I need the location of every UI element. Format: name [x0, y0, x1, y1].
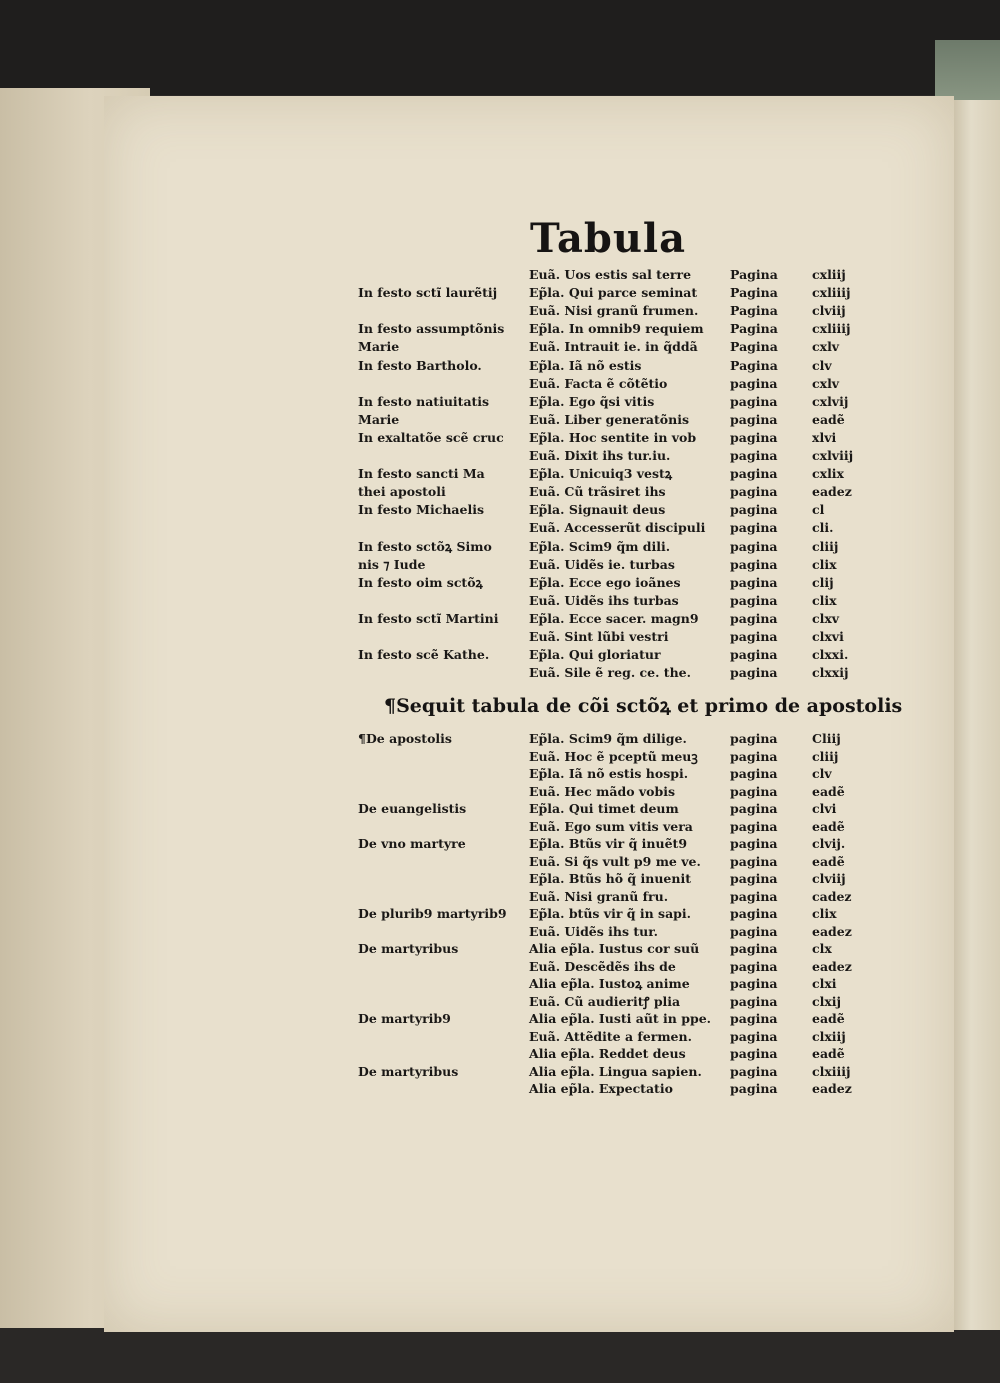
page-number: eadẽ — [812, 1011, 845, 1026]
page-label: pagina — [730, 647, 778, 663]
feast-name: In exaltatõe scẽ cruc — [358, 429, 504, 445]
feast-name: De martyribus — [358, 1063, 459, 1079]
reading-incipit: Ep̃la. Scim9 q̃m dilige. — [529, 731, 687, 746]
section-heading: ¶Sequit tabula de cõi sctõꝝ et primo de apostolis — [384, 695, 903, 717]
page-label: pagina — [730, 592, 778, 608]
page-number: eadez — [812, 923, 852, 939]
reading-incipit: Euã. Uidẽs ie. turbas — [529, 556, 675, 572]
page-number: clxiij — [812, 1028, 846, 1044]
page-number: eadez — [812, 1081, 852, 1096]
feast-name: In festo assumptõnis — [358, 321, 505, 337]
background-top — [0, 0, 1000, 95]
table-row — [0, 1045, 1000, 1063]
reading-incipit: Euã. Sint lũbi vestri — [529, 629, 669, 644]
page-number: clv — [812, 357, 832, 373]
reading-incipit: Alia ep̃la. Reddet deus — [529, 1046, 686, 1061]
table-row — [0, 783, 1000, 801]
page-number: cxlix — [812, 466, 845, 482]
page-label: pagina — [730, 836, 778, 851]
page-label: Pagina — [730, 339, 778, 355]
table-row — [0, 870, 1000, 888]
table-row — [0, 1063, 1000, 1081]
reading-incipit: Euã. Uos estis sal terre — [529, 267, 692, 282]
reading-incipit: Alia ep̃la. Iustoꝝ anime — [529, 976, 690, 991]
table-row — [0, 730, 1000, 748]
page-number: clviij — [812, 303, 846, 319]
page-label: pagina — [730, 1028, 778, 1044]
table-row — [0, 835, 1000, 853]
table-row — [0, 519, 1000, 537]
table-row — [0, 375, 1000, 393]
page-label: pagina — [730, 665, 778, 681]
reading-incipit: Ep̃la. Ecce ego ioãnes — [529, 574, 681, 590]
table-row — [0, 483, 1000, 501]
page-number: cliij — [812, 538, 839, 554]
page-number: clx — [812, 941, 832, 956]
page-label: pagina — [730, 1081, 778, 1096]
feast-name: In festo sancti Ma — [358, 466, 485, 482]
page-number: clix — [812, 556, 837, 572]
table-row — [0, 888, 1000, 906]
reading-incipit: Euã. Sile ẽ reg. ce. the. — [529, 665, 691, 681]
page-label: pagina — [730, 556, 778, 572]
table-row — [0, 958, 1000, 976]
feast-name: In festo scẽ Kathe. — [358, 647, 490, 663]
feast-name: De euangelistis — [358, 801, 467, 816]
page-label: pagina — [730, 484, 778, 500]
page-number: cxlviij — [812, 448, 854, 463]
reading-incipit: Alia ep̃la. Expectatio — [529, 1081, 673, 1096]
page-label: pagina — [730, 429, 778, 445]
reading-incipit: Euã. Nisi granũ fru. — [529, 888, 669, 904]
table-row — [0, 993, 1000, 1011]
page-number: cxlvij — [812, 393, 849, 409]
page-label: pagina — [730, 375, 778, 391]
page-label: pagina — [730, 853, 778, 869]
feast-name: In festo sctĩ laurẽtij — [358, 285, 498, 301]
page-label: pagina — [730, 393, 778, 409]
feast-name: De martyribus — [358, 941, 459, 956]
reading-incipit: Ep̃la. Ego q̃si vitis — [529, 393, 655, 409]
page-label: pagina — [730, 888, 778, 904]
page-number: Cliij — [812, 731, 841, 746]
page-number: eadẽ — [812, 818, 845, 834]
page-number: eadez — [812, 484, 852, 500]
reading-incipit: Ep̃la. Iã nõ estis — [529, 357, 642, 373]
reading-incipit: Euã. Accesserũt discipuli — [529, 520, 706, 536]
table-row — [0, 664, 1000, 682]
table-row — [0, 411, 1000, 429]
page-label: pagina — [730, 520, 778, 536]
feast-name: De plurib9 martyrib9 — [358, 906, 507, 921]
page-label: pagina — [730, 958, 778, 974]
page-label: pagina — [730, 766, 778, 781]
feast-name: In festo Bartholo. — [358, 357, 482, 373]
table-row — [0, 501, 1000, 519]
reading-incipit: Euã. Si q̃s vult p9 me ve. — [529, 853, 701, 869]
page-number: clvi — [812, 801, 837, 816]
table-row — [0, 628, 1000, 646]
reading-incipit: Alia ep̃la. Iusti aũt in ppe. — [529, 1011, 712, 1026]
page-label: Pagina — [730, 303, 778, 319]
page-number: clvij. — [812, 836, 846, 851]
reading-incipit: Euã. Intrauit ie. in q̃ddã — [529, 339, 698, 355]
feast-name: In festo sctĩ Martini — [358, 610, 499, 626]
table-row — [0, 357, 1000, 375]
page-label: pagina — [730, 466, 778, 482]
table-row — [0, 1028, 1000, 1046]
page-number: cxliiij — [812, 285, 851, 301]
reading-incipit: Euã. Facta ẽ cõtẽtio — [529, 375, 668, 391]
page-number: cxlv — [812, 339, 840, 355]
page-number: xlvi — [812, 429, 837, 445]
reading-incipit: Euã. Hoc ẽ pceptũ meuꝫ — [529, 748, 698, 764]
page-number: clxxij — [812, 665, 849, 681]
page-number: clxxi. — [812, 647, 849, 663]
feast-name: ¶De apostolis — [358, 731, 452, 746]
reading-incipit: Ep̃la. Scim9 q̃m dili. — [529, 538, 671, 554]
page-label: pagina — [730, 1011, 778, 1026]
page-label: pagina — [730, 748, 778, 764]
reading-incipit: Euã. Nisi granũ frumen. — [529, 303, 699, 319]
table-row — [0, 1010, 1000, 1028]
page-label: pagina — [730, 610, 778, 626]
page-label: pagina — [730, 448, 778, 463]
reading-incipit: Euã. Ego sum vitis vera — [529, 818, 693, 834]
reading-incipit: Ep̃la. Unicuiq3 vestꝝ — [529, 466, 673, 482]
reading-incipit: Ep̃la. Signauit deus — [529, 502, 666, 518]
page-number: clxij — [812, 993, 842, 1009]
page-number: cadez — [812, 888, 852, 904]
page-number: clxvi — [812, 629, 844, 644]
table-row — [0, 800, 1000, 818]
reading-incipit: Alia ep̃la. Iustus cor suũ — [529, 941, 700, 956]
page-number: cxliij — [812, 267, 846, 282]
feast-name: Marie — [358, 339, 400, 355]
reading-incipit: Ep̃la. Btũs hõ q̃ inuenit — [529, 871, 691, 886]
page-number: clix — [812, 592, 837, 608]
page-number: clviij — [812, 871, 846, 886]
reading-incipit: Ep̃la. Qui parce seminat — [529, 285, 698, 301]
page-number: eadẽ — [812, 1046, 845, 1061]
reading-incipit: Euã. Cũ audieritꝭ plia — [529, 993, 681, 1009]
table-row — [0, 465, 1000, 483]
reading-incipit: Euã. Descẽdẽs ihs de — [529, 958, 676, 974]
page-label: pagina — [730, 502, 778, 518]
page-number: eadez — [812, 958, 852, 974]
table-row — [0, 940, 1000, 958]
feast-name: De vno martyre — [358, 836, 466, 851]
reading-incipit: Euã. Dixit ihs tur.iu. — [529, 448, 671, 463]
feast-name: In festo oim sctõꝝ — [358, 574, 483, 590]
reading-incipit: Ep̃la. Hoc sentite in vob — [529, 429, 697, 445]
feast-name: In festo Michaelis — [358, 502, 484, 518]
table-row — [0, 1080, 1000, 1098]
page-number: eadẽ — [812, 853, 845, 869]
reading-incipit: Ep̃la. Qui gloriatur — [529, 647, 661, 663]
page-label: pagina — [730, 538, 778, 554]
page-label: Pagina — [730, 357, 778, 373]
table-row — [0, 266, 1000, 284]
page-number: clv — [812, 766, 832, 781]
page-number: cliij — [812, 748, 839, 764]
table-row — [0, 748, 1000, 766]
reading-incipit: Euã. Cũ trãsiret ihs — [529, 484, 666, 500]
reading-incipit: Ep̃la. In omnib9 requiem — [529, 321, 704, 337]
table-row — [0, 556, 1000, 574]
page-label: pagina — [730, 574, 778, 590]
reading-incipit: Euã. Liber generatõnis — [529, 411, 689, 427]
page-number: clxv — [812, 610, 840, 626]
page-label: pagina — [730, 1063, 778, 1079]
feast-name: Marie — [358, 411, 400, 427]
table-row — [0, 905, 1000, 923]
table-row — [0, 284, 1000, 302]
page-number: cli. — [812, 520, 834, 536]
table-row — [0, 923, 1000, 941]
table-row — [0, 818, 1000, 836]
reading-incipit: Alia ep̃la. Lingua sapien. — [529, 1063, 702, 1079]
page-number: cl — [812, 502, 825, 518]
page-number: clxi — [812, 976, 837, 991]
reading-incipit: Euã. Uidẽs ihs turbas — [529, 592, 679, 608]
feast-name: thei apostoli — [358, 484, 446, 500]
page-number: cxliiij — [812, 321, 851, 337]
page-label: pagina — [730, 801, 778, 816]
page-label: pagina — [730, 941, 778, 956]
reading-incipit: Euã. Attẽdite a fermen. — [529, 1028, 692, 1044]
page-label: pagina — [730, 629, 778, 644]
reading-incipit: Ep̃la. Iã nõ estis hospi. — [529, 766, 689, 781]
table-row — [0, 610, 1000, 628]
page-label: Pagina — [730, 321, 778, 337]
reading-incipit: Ep̃la. btũs vir q̃ in sapi. — [529, 906, 692, 921]
reading-incipit: Ep̃la. Btũs vir q̃ inuẽt9 — [529, 836, 688, 851]
page-number: clij — [812, 574, 834, 590]
page-number: clxiiij — [812, 1063, 851, 1079]
page-title: Tabula — [530, 215, 687, 262]
page-label: pagina — [730, 923, 778, 939]
table-row — [0, 853, 1000, 871]
feast-name: In festo natiuitatis — [358, 393, 490, 409]
table-row — [0, 302, 1000, 320]
page-label: Pagina — [730, 267, 778, 282]
page-label: pagina — [730, 411, 778, 427]
page-label: pagina — [730, 783, 778, 799]
table-row — [0, 320, 1000, 338]
reading-incipit: Ep̃la. Qui timet deum — [529, 801, 679, 816]
page-label: pagina — [730, 731, 778, 746]
feast-name: In festo sctõꝝ Simo — [358, 538, 492, 554]
table-row — [0, 975, 1000, 993]
table-row — [0, 429, 1000, 447]
page-label: pagina — [730, 1046, 778, 1061]
table-row — [0, 447, 1000, 465]
page-label: pagina — [730, 993, 778, 1009]
table-row — [0, 765, 1000, 783]
table-row — [0, 574, 1000, 592]
page-label: Pagina — [730, 285, 778, 301]
table-row — [0, 338, 1000, 356]
page-label: pagina — [730, 906, 778, 921]
page-label: pagina — [730, 871, 778, 886]
reading-incipit: Euã. Uidẽs ihs tur. — [529, 923, 659, 939]
page-number: cxlv — [812, 375, 840, 391]
page-number: eadẽ — [812, 411, 845, 427]
page-label: pagina — [730, 818, 778, 834]
reading-incipit: Ep̃la. Ecce sacer. magn9 — [529, 610, 699, 626]
table-row — [0, 646, 1000, 664]
page-label: pagina — [730, 976, 778, 991]
page-number: clix — [812, 906, 837, 921]
feast-name: De martyrib9 — [358, 1011, 451, 1026]
table-row — [0, 592, 1000, 610]
feast-name: nis ⁊ Iude — [358, 556, 426, 572]
table-row — [0, 393, 1000, 411]
reading-incipit: Euã. Hec mãdo vobis — [529, 783, 676, 799]
table-row — [0, 538, 1000, 556]
page-number: eadẽ — [812, 783, 845, 799]
